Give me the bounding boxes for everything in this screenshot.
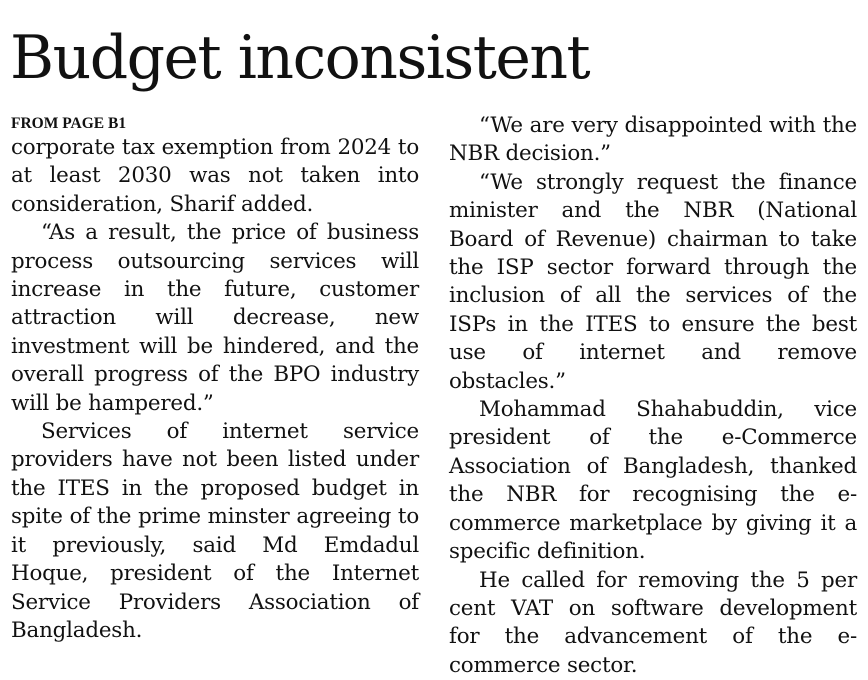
paragraph: “We strongly request the finance minister and the NBR (National Board of Revenue) chairman to take the ISP sector forward through the inclusion of all the services of the ISPs in the ITES to ensure the best use of internet and remove obstacles.” (449, 169, 857, 396)
left-column (11, 112, 419, 645)
paragraph: Mohammad Shahabuddin, vice president of the e-Commerce Association of Bangladesh, thanked the NBR for recognising the e-commerce marketplace by giving it a specific definition. (449, 396, 857, 566)
paragraph: corporate tax exemption from 2024 to at least 2030 was not taken into consideration, Sharif added. (11, 134, 419, 219)
paragraph: Services of internet service providers have not been listed under the ITES in the proposed budget in spite of the prime minster agreeing to it previously, said Md Emdadul Hoque, president of the Internet Service Providers Association of Bangladesh. (11, 418, 419, 645)
paragraph: “We are very disappointed with the NBR decision.” (449, 112, 857, 169)
right-column (449, 112, 857, 680)
paragraph: “As a result, the price of business process outsourcing services will increase in the future, customer attraction will decrease, new investment will be hindered, and the overall progress of the BPO industry will be hampered.” (11, 219, 419, 418)
paragraph: He called for removing the 5 per cent VAT on software development for the advancement of the e-commerce sector. (449, 567, 857, 680)
headline: Budget inconsistent (10, 18, 589, 98)
continued-from-label: FROM PAGE B1 (11, 112, 419, 136)
